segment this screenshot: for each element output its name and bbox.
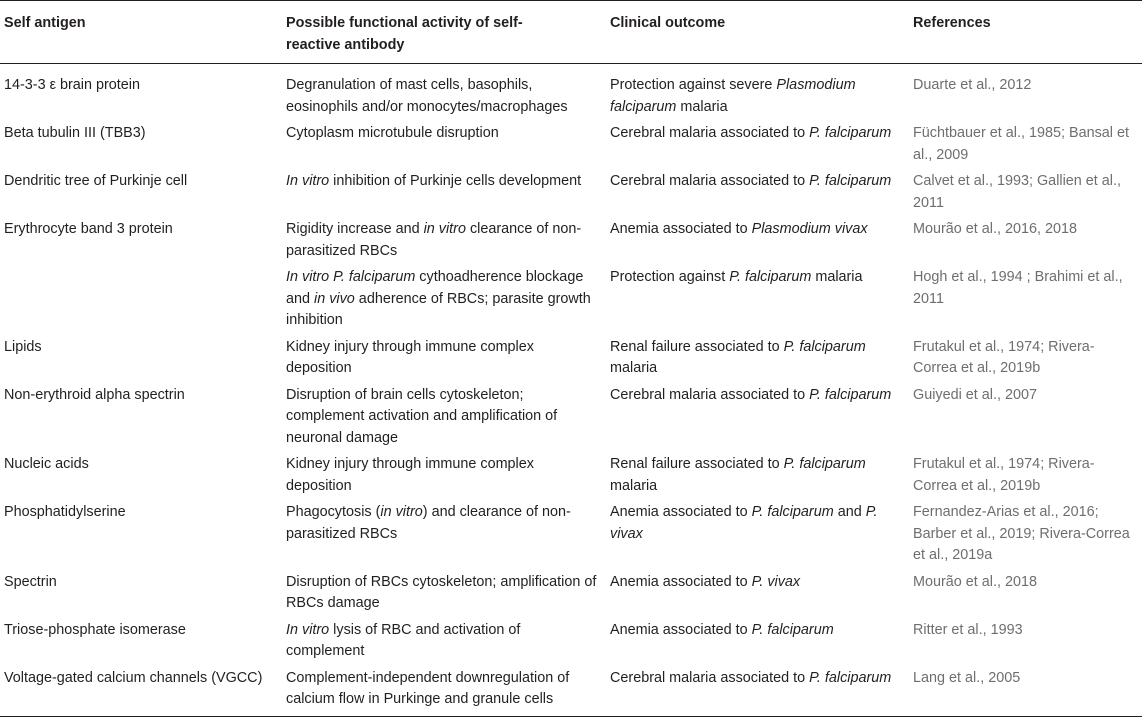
cell-references: Duarte et al., 2012 [913,77,1032,93]
text-segment: P. falciparum [809,386,892,403]
text-segment: Phagocytosis ( [286,504,381,520]
cell-clinical-outcome [606,382,909,452]
table-row [0,264,1142,334]
cell-references: Fernandez-Arias et al., 2016; Barber et al., 2019; Rivera-Correa et al., 2019a [913,504,1130,563]
cell-self-antigen: Triose-phosphate isomerase [4,621,186,638]
cell-references: Füchtbauer et al., 1985; Bansal et al., 2009 [913,125,1130,163]
text-segment: Renal failure associated to [610,456,784,472]
cell-functional-activity [282,120,606,168]
cell-functional-activity [282,334,606,382]
cell-clinical-outcome [606,264,909,334]
cell-clinical-outcome [606,216,909,264]
cell-references: Frutakul et al., 1974; Rivera-Correa et al., 2019b [913,338,1095,376]
table-row [0,665,1142,717]
text-segment: in vivo [314,290,355,307]
cell-clinical-outcome [606,64,909,121]
text-segment: P. falciparum [729,269,812,285]
table-row [0,451,1142,499]
text-segment: P. falciparum [809,173,892,189]
cell-references: Mourão et al., 2018 [913,573,1037,590]
cell-clinical-outcome [606,451,909,499]
text-segment: P. vivax [610,504,878,542]
text-segment: inhibition of Purkinje cells development [329,173,582,189]
text-segment: Plasmodium falciparum [610,77,856,115]
text-segment: Cerebral malaria associated to [610,173,810,189]
text-segment: P. vivax [751,573,801,590]
text-segment: Disruption of brain cells cytoskeleton; complement activation and amplification of neuronal damage [286,386,558,446]
cell-self-antigen: Erythrocyte band 3 protein [4,221,173,237]
table-row [0,499,1142,569]
text-segment: Plasmodium vivax [751,221,868,237]
text-segment: Cytoplasm microtubule disruption [286,125,499,141]
text-segment: Disruption of RBCs cytoskeleton; amplification of RBCs damage [286,573,597,611]
text-segment: Cerebral malaria associated to [610,386,810,403]
cell-self-antigen: Lipids [4,338,42,355]
cell-functional-activity [282,569,606,617]
header-clinical-outcome: Clinical outcome [606,1,909,64]
cell-self-antigen: 14-3-3 ε brain protein [4,77,141,93]
text-segment: In vitro P. falciparum [286,269,416,285]
cell-clinical-outcome [606,665,909,717]
text-segment: malaria [676,98,728,115]
cell-references: Hogh et al., 1994 ; Brahimi et al., 2011 [913,269,1123,307]
text-segment: malaria [610,477,658,494]
cell-functional-activity [282,617,606,665]
text-segment: and [833,504,866,520]
cell-references: Ritter et al., 1993 [913,621,1023,638]
text-segment: P. falciparum [783,338,866,355]
header-row [0,1,1142,64]
table-row [0,334,1142,382]
text-segment: Kidney injury through immune complex deposition [286,338,534,376]
header-functional-activity-text: Possible functional activity of self-reactive antibody [286,15,523,53]
table-row [0,216,1142,264]
text-segment: P. falciparum [809,669,892,686]
text-segment: In vitro [286,621,330,638]
cell-self-antigen: Phosphatidylserine [4,504,126,520]
cell-functional-activity [282,451,606,499]
text-segment: in vitro [380,504,423,520]
table-body [0,64,1142,717]
header-self-antigen: Self antigen [0,1,282,64]
text-segment: P. falciparum [809,125,892,141]
text-segment: malaria [811,269,863,285]
text-segment: ) and clearance of non-parasitized RBCs [286,504,571,542]
cell-functional-activity [282,665,606,717]
cell-functional-activity [282,382,606,452]
table-header [0,1,1142,64]
text-segment: P. falciparum [751,504,834,520]
text-segment: P. falciparum [783,456,866,472]
text-segment: P. falciparum [751,621,834,638]
text-segment: Complement-independent downregulation of calcium flow in Purkinge and granule cells [286,669,570,707]
text-segment: Protection against [610,269,730,285]
text-segment: adherence of RBCs; parasite growth inhibition [286,290,591,328]
table-row [0,120,1142,168]
text-segment: lysis of RBC and activation of complement [286,621,521,659]
table-row [0,168,1142,216]
cell-functional-activity [282,216,606,264]
cell-self-antigen [0,264,282,334]
table-row [0,617,1142,665]
text-segment: Renal failure associated to [610,338,784,355]
cell-clinical-outcome [606,334,909,382]
text-segment: Cerebral malaria associated to [610,125,810,141]
text-segment: Rigidity increase and [286,221,424,237]
text-segment: malaria [610,360,658,376]
text-segment: Cerebral malaria associated to [610,669,810,686]
text-segment: Protection against severe [610,77,777,93]
cell-references: Guiyedi et al., 2007 [913,386,1037,403]
text-segment: clearance of non-parasitized RBCs [286,221,582,259]
cell-self-antigen: Dendritic tree of Purkinje cell [4,173,188,189]
cell-clinical-outcome [606,499,909,569]
cell-self-antigen: Voltage-gated calcium channels (VGCC) [0,665,282,717]
cell-functional-activity [282,264,606,334]
cell-references: Lang et al., 2005 [909,665,1142,717]
cell-clinical-outcome [606,168,909,216]
cell-self-antigen: Nucleic acids [4,456,89,472]
text-segment: Anemia associated to [610,573,752,590]
cell-functional-activity [282,64,606,121]
cell-references: Mourão et al., 2016, 2018 [913,221,1078,237]
cell-functional-activity [282,499,606,569]
cell-self-antigen: Spectrin [4,573,57,590]
text-segment: in vitro [423,221,466,237]
header-references: References [909,1,1142,64]
text-segment: In vitro [286,173,330,189]
text-segment: Anemia associated to [610,504,752,520]
table-row [0,64,1142,121]
text-segment: Anemia associated to [610,621,752,638]
text-segment: Anemia associated to [610,221,752,237]
text-segment: Degranulation of mast cells, basophils, eosinophils and/or monocytes/macrophages [286,77,568,115]
cell-references: Calvet et al., 1993; Gallien et al., 2011 [913,173,1121,211]
cell-self-antigen: Non-erythroid alpha spectrin [4,386,185,403]
header-functional-activity [282,1,606,64]
table-row [0,382,1142,452]
text-segment: cythoadherence blockage and [286,269,584,307]
cell-clinical-outcome [606,120,909,168]
text-segment: Kidney injury through immune complex deposition [286,456,534,494]
cell-references: Frutakul et al., 1974; Rivera-Correa et al., 2019b [913,456,1095,494]
cell-clinical-outcome [606,569,909,617]
cell-self-antigen: Beta tubulin III (TBB3) [4,125,146,141]
table-row [0,569,1142,617]
cell-clinical-outcome [606,617,909,665]
cell-functional-activity [282,168,606,216]
